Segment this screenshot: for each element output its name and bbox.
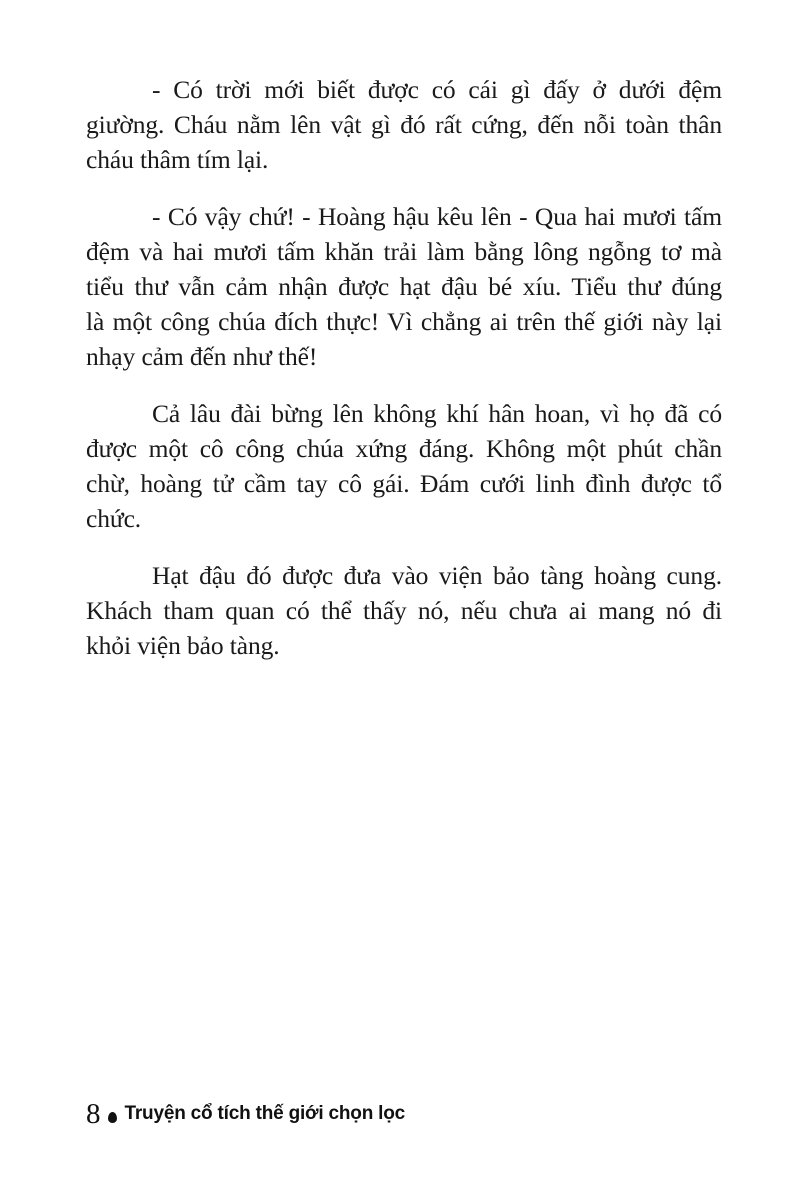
- text-line: là một công chúa đích thực! Vì chẳng ai trên thế giới này lại: [86, 307, 722, 336]
- page-number: 8: [86, 1098, 101, 1130]
- text-line: Khách tham quan có thể thấy nó, nếu chưa ai mang nó đi: [86, 596, 722, 625]
- drop-bullet-icon: [108, 1112, 117, 1123]
- page-footer: [86, 1094, 405, 1134]
- text-line: nhạy cảm đến như thế!: [86, 342, 318, 371]
- text-line: được một cô công chúa xứng đáng. Không một phút chần: [86, 434, 722, 463]
- paragraph-3: [86, 396, 722, 536]
- text-line: khỏi viện bảo tàng.: [86, 631, 280, 660]
- text-line: giường. Cháu nằm lên vật gì đó rất cứng, đến nỗi toàn thân: [86, 110, 722, 139]
- text-line: chức.: [86, 504, 142, 533]
- text-line: tiểu thư vẫn cảm nhận được hạt đậu bé xíu. Tiểu thư đúng: [86, 272, 722, 301]
- text-line: - Có trời mới biết được có cái gì đấy ở dưới đệm: [152, 75, 722, 104]
- paragraph-2: [86, 199, 722, 374]
- paragraph-1: [86, 72, 722, 177]
- text-line: cháu thâm tím lại.: [86, 145, 269, 174]
- text-line: chừ, hoàng tử cầm tay cô gái. Đám cưới linh đình được tổ: [86, 469, 722, 498]
- paragraph-4: [86, 558, 722, 663]
- book-title: Truyện cổ tích thế giới chọn lọc: [124, 1103, 406, 1124]
- text-line: - Có vậy chứ! - Hoàng hậu kêu lên - Qua hai mươi tấm: [152, 202, 722, 231]
- text-line: Hạt đậu đó được đưa vào viện bảo tàng hoàng cung.: [152, 561, 722, 590]
- page-body: [86, 72, 722, 685]
- text-line: Cả lâu đài bừng lên không khí hân hoan, vì họ đã có: [152, 399, 722, 428]
- text-line: đệm và hai mươi tấm khăn trải làm bằng lông ngỗng tơ mà: [86, 237, 722, 266]
